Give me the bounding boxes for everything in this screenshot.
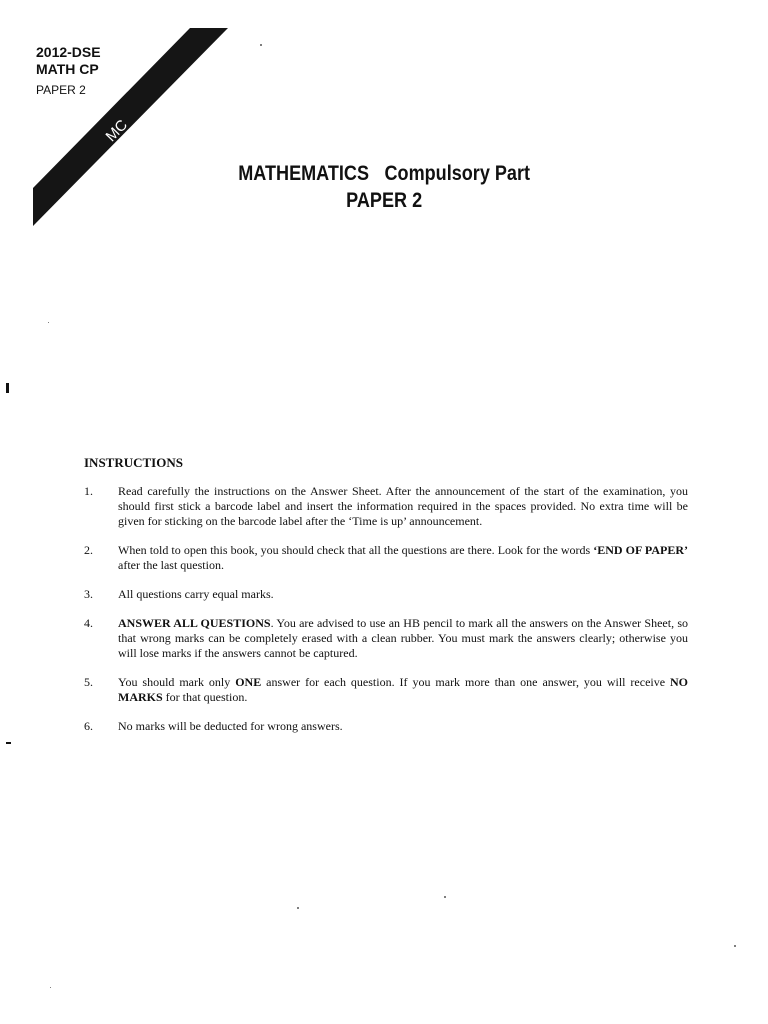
scan-speck bbox=[734, 945, 736, 947]
title-part: Compulsory Part bbox=[384, 162, 531, 185]
instruction-item bbox=[84, 543, 688, 573]
scan-speck bbox=[48, 322, 49, 323]
instruction-number: 2. bbox=[84, 543, 93, 557]
instruction-segment: No marks will be deducted for wrong answers. bbox=[118, 719, 343, 733]
instruction-text bbox=[118, 616, 688, 661]
instruction-segment: Read carefully the instructions on the Answer Sheet. After the announcement of the start of the examination, you should first stick a barcode label and insert the information required in the spaces provided. No extra time will be given for sticking on the barcode label after the ‘Time is up’ announcement. bbox=[118, 484, 688, 528]
instruction-segment: for that question. bbox=[162, 690, 248, 704]
instruction-number: 6. bbox=[84, 719, 93, 733]
instruction-segment: All questions carry equal marks. bbox=[118, 587, 274, 601]
instruction-text bbox=[118, 587, 688, 602]
instruction-emphasis: ANSWER ALL QUESTIONS bbox=[118, 616, 271, 630]
instruction-number: 4. bbox=[84, 616, 93, 630]
instruction-segment: When told to open this book, you should check that all the questions are there. Look for the words bbox=[118, 543, 594, 557]
instruction-text bbox=[118, 484, 688, 529]
instruction-text bbox=[118, 719, 688, 734]
instruction-text bbox=[118, 675, 688, 705]
instruction-emphasis: NO MARKS bbox=[118, 675, 689, 704]
corner-stripe-label: MC bbox=[102, 116, 131, 146]
instruction-text bbox=[118, 543, 688, 573]
instruction-segment: . You are advised to use an HB pencil to mark all the answers on the Answer Sheet, so that wrong marks can be completely erased with a clean rubber. You must mark the answers clearly; otherwise you will lose marks if the answers cannot be captured. bbox=[118, 616, 688, 660]
title-line-1 bbox=[54, 160, 714, 188]
scan-speck bbox=[444, 896, 446, 898]
instruction-emphasis: ‘END OF PAPER’ bbox=[593, 543, 688, 557]
instruction-item bbox=[84, 484, 688, 529]
subject-code: MATH CP bbox=[36, 61, 99, 77]
exam-code: 2012-DSE bbox=[36, 44, 101, 60]
instruction-segment: after the last question. bbox=[118, 558, 224, 572]
scan-mark bbox=[6, 383, 9, 393]
paper-code: PAPER 2 bbox=[36, 83, 86, 97]
scan-mark bbox=[6, 742, 11, 744]
instruction-number: 1. bbox=[84, 484, 93, 498]
instruction-item bbox=[84, 719, 688, 734]
header-codes bbox=[36, 44, 101, 97]
title-line-2: PAPER 2 bbox=[346, 189, 423, 212]
scan-speck bbox=[297, 907, 299, 909]
instructions-list bbox=[84, 484, 688, 748]
title-subject: MATHEMATICS bbox=[238, 162, 370, 185]
instruction-item bbox=[84, 616, 688, 661]
instruction-item bbox=[84, 675, 688, 705]
instruction-number: 5. bbox=[84, 675, 93, 689]
scan-speck bbox=[260, 44, 262, 46]
instruction-segment: You should mark only bbox=[118, 675, 236, 689]
instruction-emphasis: ONE bbox=[235, 675, 262, 689]
instruction-item bbox=[84, 587, 688, 602]
instructions-heading: INSTRUCTIONS bbox=[84, 455, 183, 470]
instruction-number: 3. bbox=[84, 587, 93, 601]
instruction-segment: answer for each question. If you mark more than one answer, you will receive bbox=[261, 675, 671, 689]
scan-speck bbox=[50, 987, 51, 988]
page-title bbox=[0, 160, 768, 214]
